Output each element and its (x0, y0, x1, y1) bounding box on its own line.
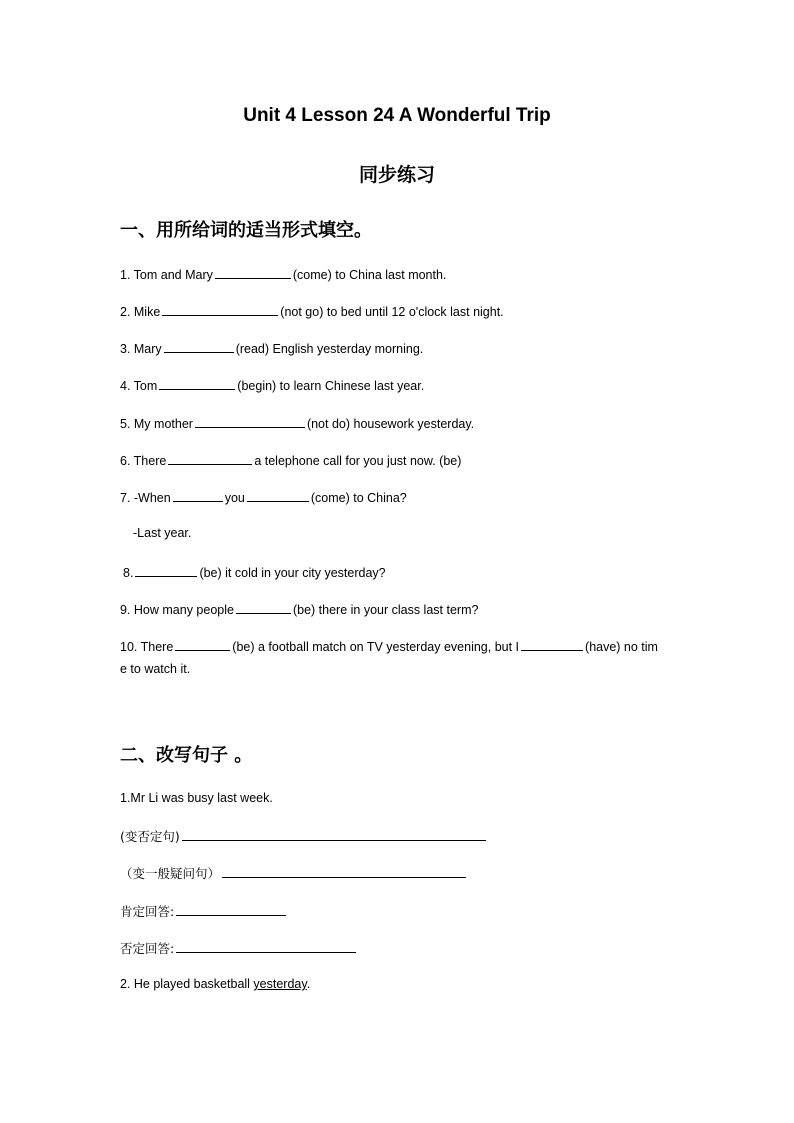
exercise-item-10: 10. There (be) a football match on TV yesterday evening, but I (have) no tim (120, 637, 658, 655)
exercise-item-8: 8. (be) it cold in your city yesterday? (123, 563, 386, 581)
answer-blank[interactable] (168, 451, 252, 465)
exercise-item-2: 2. Mike (not go) to bed until 12 o'clock last night. (120, 302, 504, 320)
answer-blank[interactable] (176, 902, 286, 916)
negative-answer-line: 否定回答: (120, 939, 358, 957)
exercise-item-10-cont: e to watch it. (120, 662, 191, 676)
exercise-item-7: 7. -When you (come) to China? (120, 488, 407, 506)
exercise-item-1: 1. Tom and Mary (come) to China last month. (120, 265, 446, 283)
exercise-item-3: 3. Mary (read) English yesterday morning. (120, 339, 423, 357)
rewrite-question-1: 1.Mr Li was busy last week. (120, 791, 273, 805)
answer-blank[interactable] (135, 563, 197, 577)
page-subtitle: 同步练习 (358, 164, 435, 186)
answer-blank[interactable] (173, 488, 223, 502)
answer-blank[interactable] (182, 827, 486, 841)
answer-blank[interactable] (247, 488, 309, 502)
negative-form-line: (变否定句) (120, 827, 488, 845)
exercise-item-9: 9. How many people (be) there in your class last term? (120, 600, 478, 618)
answer-blank[interactable] (195, 414, 305, 428)
section2-heading: 二、改写句子 。 (120, 745, 253, 766)
answer-blank[interactable] (175, 637, 230, 651)
answer-blank[interactable] (176, 939, 356, 953)
underlined-word: yesterday (253, 977, 307, 991)
rewrite-question-2: 2. He played basketball yesterday. (120, 977, 311, 991)
exercise-item-4: 4. Tom (begin) to learn Chinese last year. (120, 376, 424, 394)
answer-blank[interactable] (222, 864, 466, 878)
exercise-item-6: 6. There a telephone call for you just now. (be) (120, 451, 461, 469)
answer-blank[interactable] (521, 637, 583, 651)
positive-answer-line: 肯定回答: (120, 902, 288, 920)
answer-blank[interactable] (164, 339, 234, 353)
exercise-item-7-answer: -Last year. (133, 526, 192, 540)
answer-blank[interactable] (236, 600, 291, 614)
answer-blank[interactable] (159, 376, 235, 390)
exercise-item-5: 5. My mother (not do) housework yesterday. (120, 414, 474, 432)
answer-blank[interactable] (215, 265, 291, 279)
answer-blank[interactable] (162, 302, 278, 316)
question-form-line: （变一般疑问句） (120, 864, 468, 882)
section1-heading: 一、用所给词的适当形式填空。 (120, 220, 372, 241)
page-title: Unit 4 Lesson 24 A Wonderful Trip (243, 105, 551, 126)
